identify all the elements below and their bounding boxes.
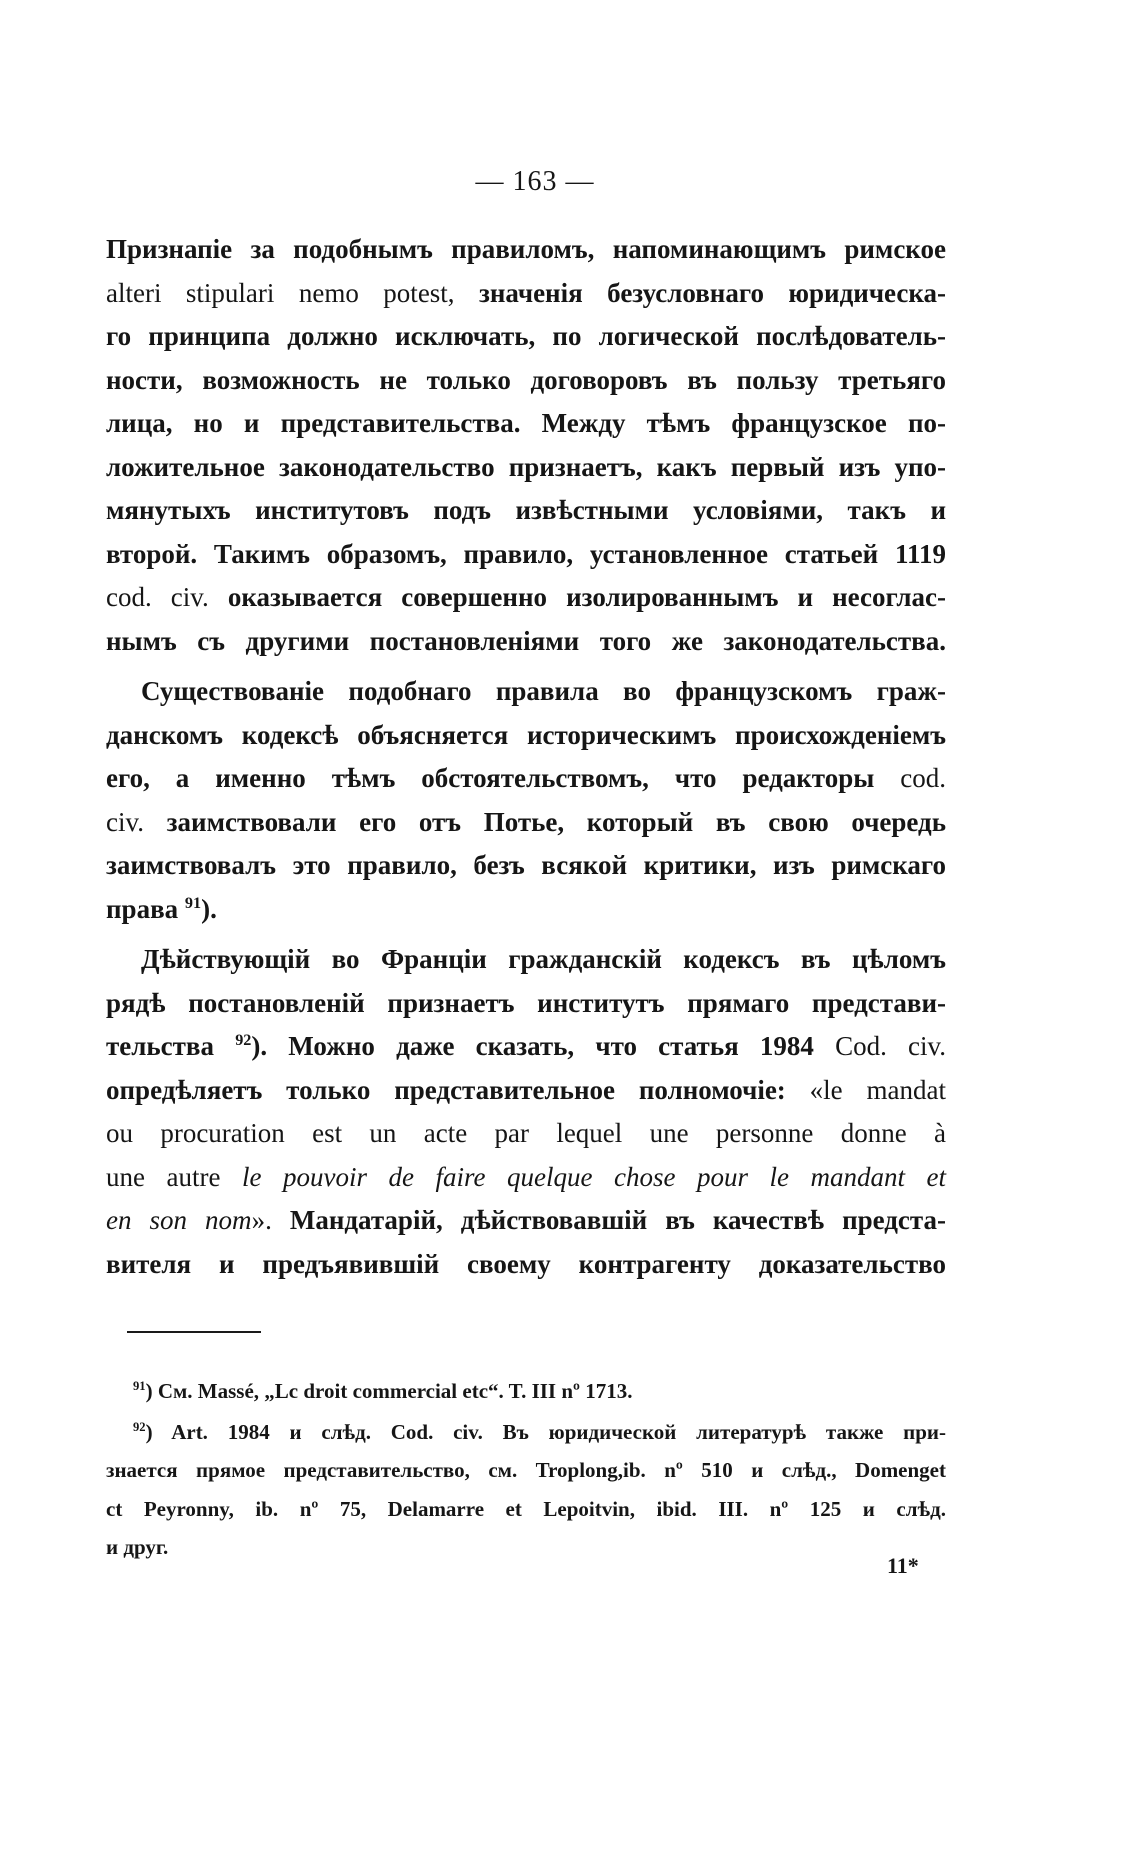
text-run: Признапіе за подобнымъ правиломъ, напоминающимъ римское — [106, 234, 946, 264]
footnote-divider — [127, 1331, 261, 1333]
text-line — [106, 1243, 946, 1287]
paragraph — [106, 938, 946, 1286]
text-line — [106, 620, 946, 664]
italic-text: le pouvoir de faire quelque chose pour le mandant et — [241, 1161, 946, 1192]
text-run: права — [106, 893, 185, 924]
text-line — [106, 938, 946, 982]
latin-text: «le mandat — [809, 1074, 946, 1105]
latin-text: ou procuration est un acte par lequel une personne donne à — [106, 1118, 946, 1148]
text-line — [106, 228, 946, 272]
paragraph — [106, 670, 946, 931]
footnote — [106, 1413, 946, 1567]
text-line — [106, 1156, 946, 1200]
text-line — [106, 576, 946, 620]
text-run: ). — [201, 893, 217, 924]
text-line — [106, 1069, 946, 1113]
text-run: рядѣ постановленій признаетъ институтъ прямаго представи- — [106, 987, 946, 1018]
text-line — [106, 402, 946, 446]
text-run: Дѣйствующій во Франціи гражданскій кодексъ въ цѣломъ — [141, 944, 946, 974]
text-run: ности, возможность не только договоровъ въ пользу третьяго — [106, 364, 946, 395]
latin-text: ». — [251, 1205, 272, 1235]
text-run: лица, но и представительства. Между тѣмъ французское по- — [106, 408, 946, 438]
paragraph — [106, 228, 946, 663]
body-text — [106, 228, 946, 1286]
footnote — [106, 1372, 946, 1411]
text-line — [106, 670, 946, 714]
text-run: ). Можно даже сказать, что статья 1984 — [251, 1031, 836, 1061]
footnote-reference-number: 92 — [133, 1419, 146, 1434]
text-line — [106, 714, 946, 758]
footnote-reference-number: 92 — [235, 1031, 252, 1049]
signature-mark: 11* — [887, 1553, 919, 1578]
text-run: опредѣляетъ только представительное полномочіе: — [106, 1074, 810, 1105]
italic-text: en son nom — [106, 1205, 252, 1235]
text-run: го принципа должно исключать, по логической послѣдователь- — [106, 321, 946, 351]
text-run: вителя и предъявившій своему контрагенту доказательство — [106, 1248, 946, 1279]
text-line — [106, 888, 946, 932]
text-run: данскомъ кодексѣ объясняется историческимъ происхожденіемъ — [106, 719, 946, 750]
latin-text: civ. — [106, 806, 144, 837]
text-line — [106, 757, 946, 801]
footnote-reference-number: 91 — [184, 893, 202, 912]
text-line — [106, 1112, 946, 1156]
text-run: тельства — [106, 1031, 236, 1061]
text-line — [106, 446, 946, 490]
latin-text: cod. — [900, 763, 946, 793]
text-line — [106, 1199, 946, 1243]
text-run: нымъ съ другими постановленіями того же законодательства. — [106, 625, 946, 656]
footnotes — [106, 1372, 946, 1567]
text-line — [106, 1025, 946, 1069]
text-run: ложительное законодательство признаетъ, какъ первый изъ упо- — [106, 451, 946, 482]
text-line — [106, 1451, 946, 1490]
latin-text: une autre — [106, 1161, 242, 1192]
text-line — [106, 801, 946, 845]
text-line — [106, 1413, 946, 1452]
text-run: Существованіе подобнаго правила во французскомъ граж- — [141, 676, 946, 706]
text-run: знается прямое представительство, см. Troplong,ib. nº 510 и слѣд., Domenget — [106, 1458, 946, 1482]
text-run: и друг. — [106, 1535, 169, 1559]
text-run: его, а именно тѣмъ обстоятельствомъ, что редакторы — [106, 763, 901, 793]
text-line — [106, 982, 946, 1026]
text-line — [106, 359, 946, 403]
text-line — [106, 533, 946, 577]
text-run: ct Peyronny, ib. nº 75, Delamarre et Lepoitvin, ibid. III. nº 125 и слѣд. — [106, 1496, 946, 1521]
text-run: заимствовалъ это правило, безъ всякой критики, изъ римскаго — [106, 850, 946, 880]
text-run: заимствовали его отъ Потье, который въ свою очередь — [143, 806, 946, 837]
text-line — [106, 1528, 946, 1567]
text-run: ) См. Massé, „Lc droit commercial etc“. T. III nº 1713. — [145, 1379, 633, 1403]
text-run: оказывается совершенно изолированнымъ и несоглас- — [208, 582, 946, 612]
latin-text: Cod. civ. — [835, 1031, 946, 1061]
text-run: Мандатарій, дѣйствовавшій въ качествѣ предста- — [271, 1205, 946, 1235]
page-number-header: — 163 — — [475, 166, 595, 197]
latin-text: cod. civ. — [106, 582, 209, 612]
text-run: ) Art. 1984 и слѣд. Cod. civ. Въ юридической литературѣ также при- — [145, 1419, 946, 1444]
text-run: второй. Такимъ образомъ, правило, установленное статьей 1119 — [106, 538, 946, 569]
text-line — [106, 1372, 946, 1411]
text-line — [106, 489, 946, 533]
text-line — [106, 1490, 946, 1529]
text-run: мянутыхъ институтовъ подъ извѣстными условіями, такъ и — [106, 495, 946, 525]
latin-text: alteri stipulari nemo potest, — [106, 277, 455, 308]
text-line — [106, 315, 946, 359]
text-line — [106, 844, 946, 888]
footnote-reference-number: 91 — [133, 1379, 146, 1393]
text-line — [106, 272, 946, 316]
text-run: значенія безусловнаго юридическа- — [454, 277, 946, 308]
